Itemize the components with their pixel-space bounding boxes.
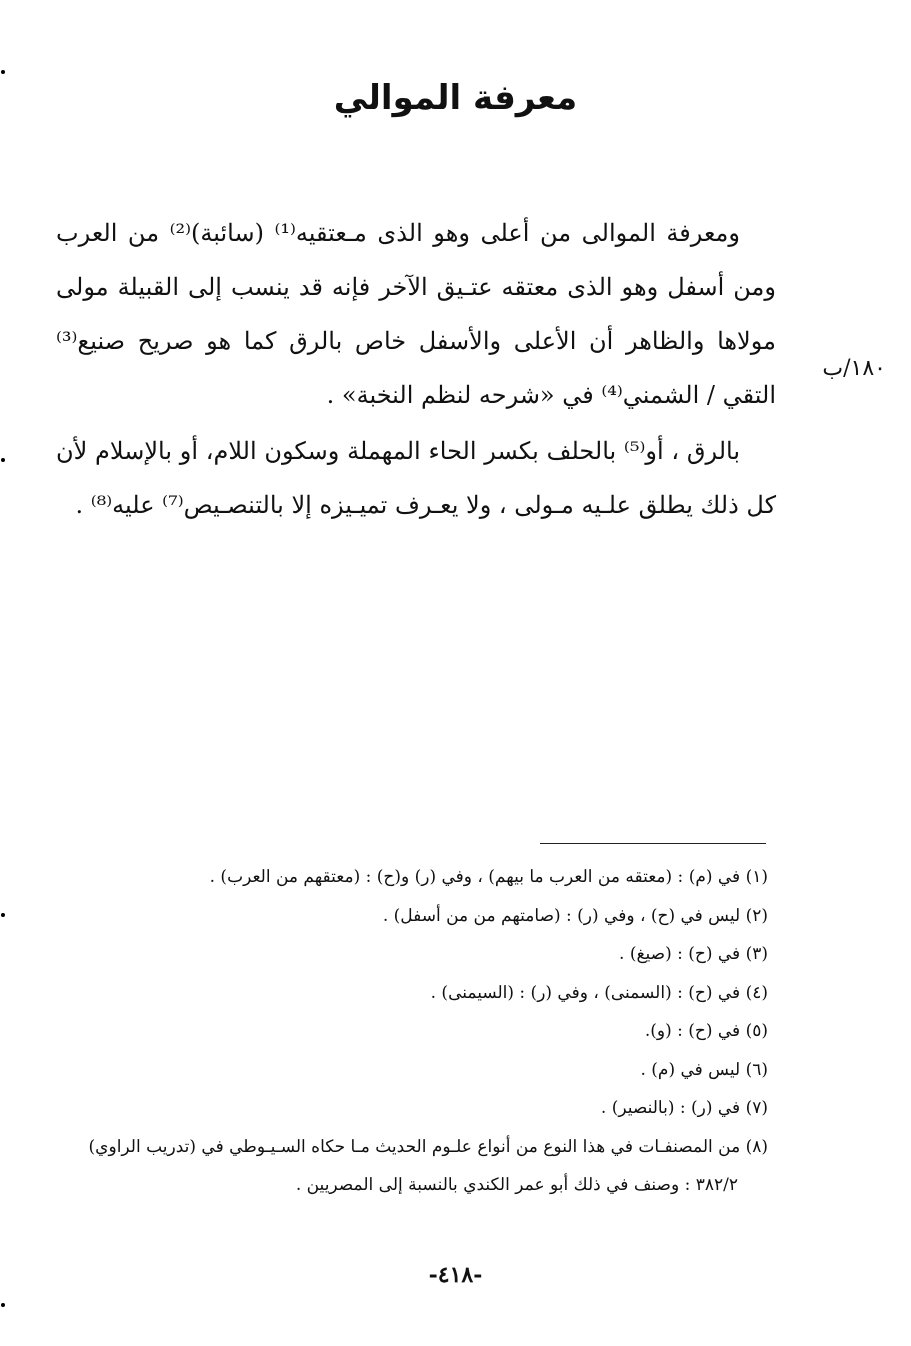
footnote-separator (540, 843, 766, 844)
footnote: (٤) في (ح) : (السمنى) ، وفي (ر) : (السيمنى) . (430, 982, 768, 1003)
scan-mark (1, 913, 5, 917)
scan-mark (1, 70, 5, 74)
body-paragraph: بالرق ، أو⁽⁵⁾ بالحلف بكسر الحاء المهملة وسكون اللام، أو بالإسلام لأن كل ذلك يطلق علـيه مـولى ، ولا يعـرف تميـيزه إلا بالتنصـيص⁽⁷⁾ عليه⁽⁸⁾ . (56, 437, 776, 519)
scan-mark (1, 1303, 5, 1307)
footnote: (٧) في (ر) : (بالنصير) . (600, 1098, 768, 1118)
margin-folio-note: ١٨٠/ب (822, 356, 886, 381)
footnote-continuation: ٣٨٢/٢ : وصنف في ذلك أبو عمر الكندي بالنسبة إلى المصريين . (295, 1175, 738, 1195)
footnote: (٥) في (ح) : (و). (644, 1021, 768, 1041)
footnote: (٢) ليس في (ح) ، وفي (ر) : (صامتهم من من أسفل) . (382, 905, 768, 926)
footnotes-list (30, 858, 768, 1205)
footnote: (٨) من المصنفـات في هذا النوع من أنواع علـوم الحديث مـا حكاه السـيـوطي في (تدريب الراوي) (88, 1136, 768, 1157)
footnote: (١) في (م) : (معتقه من العرب ما بيهم) ، وفي (ر) و(ح) : (معتقهم من العرب) . (209, 867, 768, 887)
page-title: معرفة الموالي (333, 78, 578, 118)
footnote: (٣) في (ح) : (صيغ) . (619, 944, 768, 964)
body-paragraph-2-block (56, 424, 776, 532)
footnote: (٦) ليس في (م) . (640, 1059, 768, 1080)
scan-mark (1, 458, 5, 462)
body-paragraph-1-block (56, 206, 776, 422)
body-paragraph: ومعرفة الموالى من أعلى وهو الذى مـعتقيه⁽¹⁾ (سائبة)⁽²⁾ من العرب ومن أسفل وهو الذى معتقه عتـيق الآخر فإنه قد ينسب إلى القبيلة مولى مولاها والظاهر أن الأعلى والأسفل خاص بالرق كما هو صريح صنيع⁽³⁾ التقي / الشمني⁽⁴⁾ في «شرحه لنظم النخبة» . (56, 219, 776, 409)
page-number: -٤١٨- (428, 1262, 483, 1288)
